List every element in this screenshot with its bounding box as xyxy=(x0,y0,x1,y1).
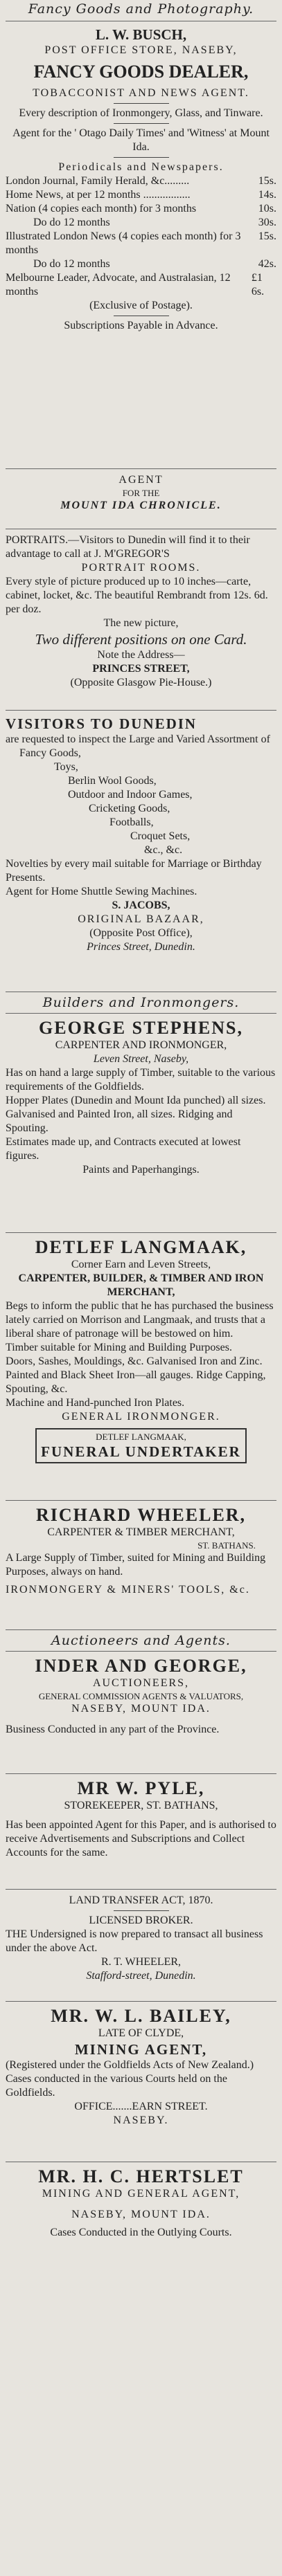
divider xyxy=(114,157,169,158)
section-header-auctioneers xyxy=(6,1630,276,1652)
inder-place: NASEBY, MOUNT IDA. xyxy=(71,1703,211,1715)
stephens-trade: CARPENTER AND IRONMONGER, xyxy=(55,1039,227,1051)
ad-land-transfer xyxy=(6,1890,276,2002)
portraits-two: Two different positions on one Card. xyxy=(35,631,247,648)
visitors-item: Outdoor and Indoor Games, xyxy=(68,789,193,801)
agent-paper: MOUNT IDA CHRONICLE. xyxy=(60,500,222,511)
undertaker-box xyxy=(35,1428,247,1463)
busch-tobacconist: TOBACCONIST AND NEWS AGENT. xyxy=(33,87,249,99)
langmaak-painted: Painted and Black Sheet Iron—all gauges. Ridge Capping, Spouting, &c. xyxy=(6,1369,266,1395)
price-row: Melbourne Leader, Advocate, and Australasian, 12 months £1 6s. xyxy=(6,272,265,298)
busch-periodicals: Periodicals and Newspapers. xyxy=(58,161,224,173)
busch-subscriptions: Subscriptions Payable in Advance. xyxy=(64,320,218,331)
price-row: Do do 12 months 30s. xyxy=(33,217,276,228)
langmaak-body: Begs to inform the public that he has purchased the business lately carried on Morrison and Langmaak, and trusts that a liberal share of patronage will be bestowed on him. xyxy=(6,1300,274,1340)
langmaak-trade: CARPENTER, BUILDER, & TIMBER AND IRON MERCHANT, xyxy=(18,1272,264,1298)
ad-agent-chronicle xyxy=(6,469,276,529)
stephens-estimates: Estimates made up, and Contracts executed at lowest figures. xyxy=(6,1136,241,1162)
stephens-iron: Galvanised and Painted Iron, all sizes. Ridging and Spouting. xyxy=(6,1108,233,1134)
visitors-item: Toys, xyxy=(54,761,78,773)
visitors-head: VISITORS TO DUNEDIN xyxy=(6,715,197,732)
ad-wheeler-timber xyxy=(6,1501,276,1630)
wheeler-body: A Large Supply of Timber, suited for Mining and Building Purposes, always on hand. xyxy=(6,1552,266,1578)
bailey-cases: Cases conducted in the various Courts held on the Goldfields. xyxy=(6,2073,227,2099)
pyle-body: Has been appointed Agent for this Paper, and is authorised to receive Advertisements and Subscriptions and Collect Accounts for the same. xyxy=(6,1819,276,1858)
ad-pyle xyxy=(6,1774,276,1890)
inder-role: AUCTIONEERS, xyxy=(92,1677,190,1689)
visitors-bazaar: ORIGINAL BAZAAR, xyxy=(78,913,204,925)
langmaak-machine: Machine and Hand-punched Iron Plates. xyxy=(6,1397,185,1409)
spacer xyxy=(6,2201,276,2208)
wheeler-trade: CARPENTER & TIMBER MERCHANT, xyxy=(47,1526,235,1538)
divider xyxy=(114,1910,169,1911)
price-list xyxy=(6,174,276,299)
ad-stephens xyxy=(6,1014,276,1233)
divider xyxy=(114,123,169,124)
portraits-rooms: PORTRAIT ROOMS. xyxy=(81,562,201,574)
visitors-item: Croquet Sets, xyxy=(130,830,191,842)
busch-fancy: FANCY GOODS DEALER, xyxy=(33,62,249,82)
section-header-builders xyxy=(6,992,276,1014)
ad-bailey xyxy=(6,2002,276,2162)
hertslet-name: MR. H. C. HERTSLET xyxy=(38,2166,244,2186)
visitors-intro: are requested to inspect the Large and Varied Assortment of xyxy=(6,733,270,745)
busch-exclusive: (Exclusive of Postage). xyxy=(89,300,193,311)
price-row: Home News, at per 12 months ................. 14s. xyxy=(6,189,276,201)
busch-desc: Every description of Ironmongery, Glass, and Tinware. xyxy=(19,107,263,119)
portraits-head: PORTRAITS.—Visitors to Dunedin will find it to their advantage to call at J. M'GREGOR'S xyxy=(6,534,250,560)
price-row: London Journal, Family Herald, &c......... 15s. xyxy=(6,175,276,187)
portraits-address: Note the Address— xyxy=(97,649,185,661)
stephens-body: Has on hand a large supply of Timber, suitable to the various requirements of the Goldfields. xyxy=(6,1067,276,1093)
bailey-late: LATE OF CLYDE, xyxy=(98,2027,184,2039)
divider xyxy=(114,103,169,104)
price-row: Do do 12 months 42s. xyxy=(33,258,276,270)
ad-portraits xyxy=(6,529,276,711)
stephens-paints: Paints and Paperhangings. xyxy=(82,1164,200,1176)
ad-hertslet xyxy=(6,2162,276,2270)
portraits-new: The new picture, xyxy=(103,617,179,629)
bailey-office: OFFICE.......EARN STREET. xyxy=(74,2101,208,2112)
inder-body: Business Conducted in any part of the Province. xyxy=(6,1724,220,1735)
section-title: Builders and Ironmongers. xyxy=(42,995,240,1010)
inder-name: INDER AND GEORGE, xyxy=(35,1656,247,1676)
ad-inder-george xyxy=(6,1652,276,1774)
langmaak-undertaker-box-wrap xyxy=(6,1424,276,1468)
langmaak-general: GENERAL IRONMONGER. xyxy=(62,1411,220,1423)
section-title: Auctioneers and Agents. xyxy=(51,1633,231,1648)
inder-general: GENERAL COMMISSION AGENTS & VALUATORS, xyxy=(38,1691,244,1701)
portraits-street: PRINCES STREET, xyxy=(92,663,190,675)
visitors-jacobs: S. JACOBS, xyxy=(112,899,170,911)
ad-busch xyxy=(6,21,276,469)
stephens-name: GEORGE STEPHENS, xyxy=(39,1018,243,1038)
land-body: THE Undersigned is now prepared to transact all business under the above Act. xyxy=(6,1928,263,1954)
wheeler-place: ST. BATHANS. xyxy=(197,1540,256,1551)
stephens-plates: Hopper Plates (Dunedin and Mount Ida punched) all sizes. xyxy=(6,1095,266,1106)
hertslet-cases: Cases Conducted in the Outlying Courts. xyxy=(50,2227,232,2238)
langmaak-address: Corner Earn and Leven Streets, xyxy=(71,1259,211,1270)
undertaker-title: FUNERAL UNDERTAKER xyxy=(41,1443,241,1460)
bailey-role: MINING AGENT, xyxy=(74,2041,208,2058)
busch-name: L. W. BUSCH, xyxy=(95,26,187,43)
land-name: R. T. WHEELER, xyxy=(100,1956,182,1968)
price-row: Illustrated London News (4 copies each month) for 3 months 15s. xyxy=(6,230,276,256)
busch-agent: Agent for the ' Otago Daily Times' and 'Witness' at Mount Ida. xyxy=(12,127,270,153)
ad-langmaak xyxy=(6,1233,276,1501)
portraits-opp: (Opposite Glasgow Pie-House.) xyxy=(70,677,212,688)
section-title: Fancy Goods and Photography. xyxy=(28,1,254,17)
visitors-item: Footballs, xyxy=(109,816,154,828)
visitors-street: Princes Street, Dunedin. xyxy=(87,941,195,953)
section-header-fancy-goods xyxy=(6,0,276,21)
visitors-opp: (Opposite Post Office), xyxy=(89,927,193,939)
visitors-item: Berlin Wool Goods, xyxy=(68,775,157,787)
portraits-body: Every style of picture produced up to 10 inches—carte, cabinet, locket, &c. The beautiful Rembrandt from 12s. 6d. per doz. xyxy=(6,576,268,615)
pyle-role: STOREKEEPER, ST. BATHANS, xyxy=(64,1800,218,1811)
bailey-reg: (Registered under the Goldfields Acts of New Zealand.) xyxy=(6,2059,254,2071)
hertslet-place: NASEBY, MOUNT IDA. xyxy=(71,2209,211,2220)
wheeler-ironmongery: IRONMONGERY & MINERS' TOOLS, &c. xyxy=(6,1584,250,1596)
visitors-item: Cricketing Goods, xyxy=(89,803,170,814)
visitors-novelties: Novelties by every mail suitable for Marriage or Birthday Presents. xyxy=(6,858,262,884)
stephens-address: Leven Street, Naseby, xyxy=(93,1053,189,1065)
busch-office: POST OFFICE STORE, NASEBY, xyxy=(44,44,238,56)
visitors-agent: Agent for Home Shuttle Sewing Machines. xyxy=(6,886,197,897)
ad-visitors xyxy=(6,711,276,992)
langmaak-doors: Doors, Sashes, Mouldings, &c. Galvanised Iron and Zinc. xyxy=(6,1355,263,1367)
langmaak-timber: Timber suitable for Mining and Building Purposes. xyxy=(6,1342,232,1353)
hertslet-role: MINING AND GENERAL AGENT, xyxy=(42,2188,240,2200)
langmaak-name: DETLEF LANGMAAK, xyxy=(35,1237,247,1257)
bailey-name: MR. W. L. BAILEY, xyxy=(51,2006,231,2026)
land-address: Stafford-street, Dunedin. xyxy=(86,1970,196,1982)
pyle-name: MR W. PYLE, xyxy=(77,1778,205,1798)
land-licensed: LICENSED BROKER. xyxy=(89,1915,193,1926)
visitors-item: &c., &c. xyxy=(144,844,183,856)
agent-label: AGENT xyxy=(118,474,164,486)
bailey-place: NASEBY. xyxy=(113,2114,169,2126)
undertaker-name: DETLEF LANGMAAK, xyxy=(96,1432,186,1442)
price-row: Nation (4 copies each month) for 3 months 10s. xyxy=(6,203,276,214)
visitors-item: Fancy Goods, xyxy=(19,747,81,759)
wheeler-name: RICHARD WHEELER, xyxy=(35,1505,247,1525)
land-act: LAND TRANSFER ACT, 1870. xyxy=(69,1894,213,1906)
agent-for: FOR THE xyxy=(122,488,160,498)
